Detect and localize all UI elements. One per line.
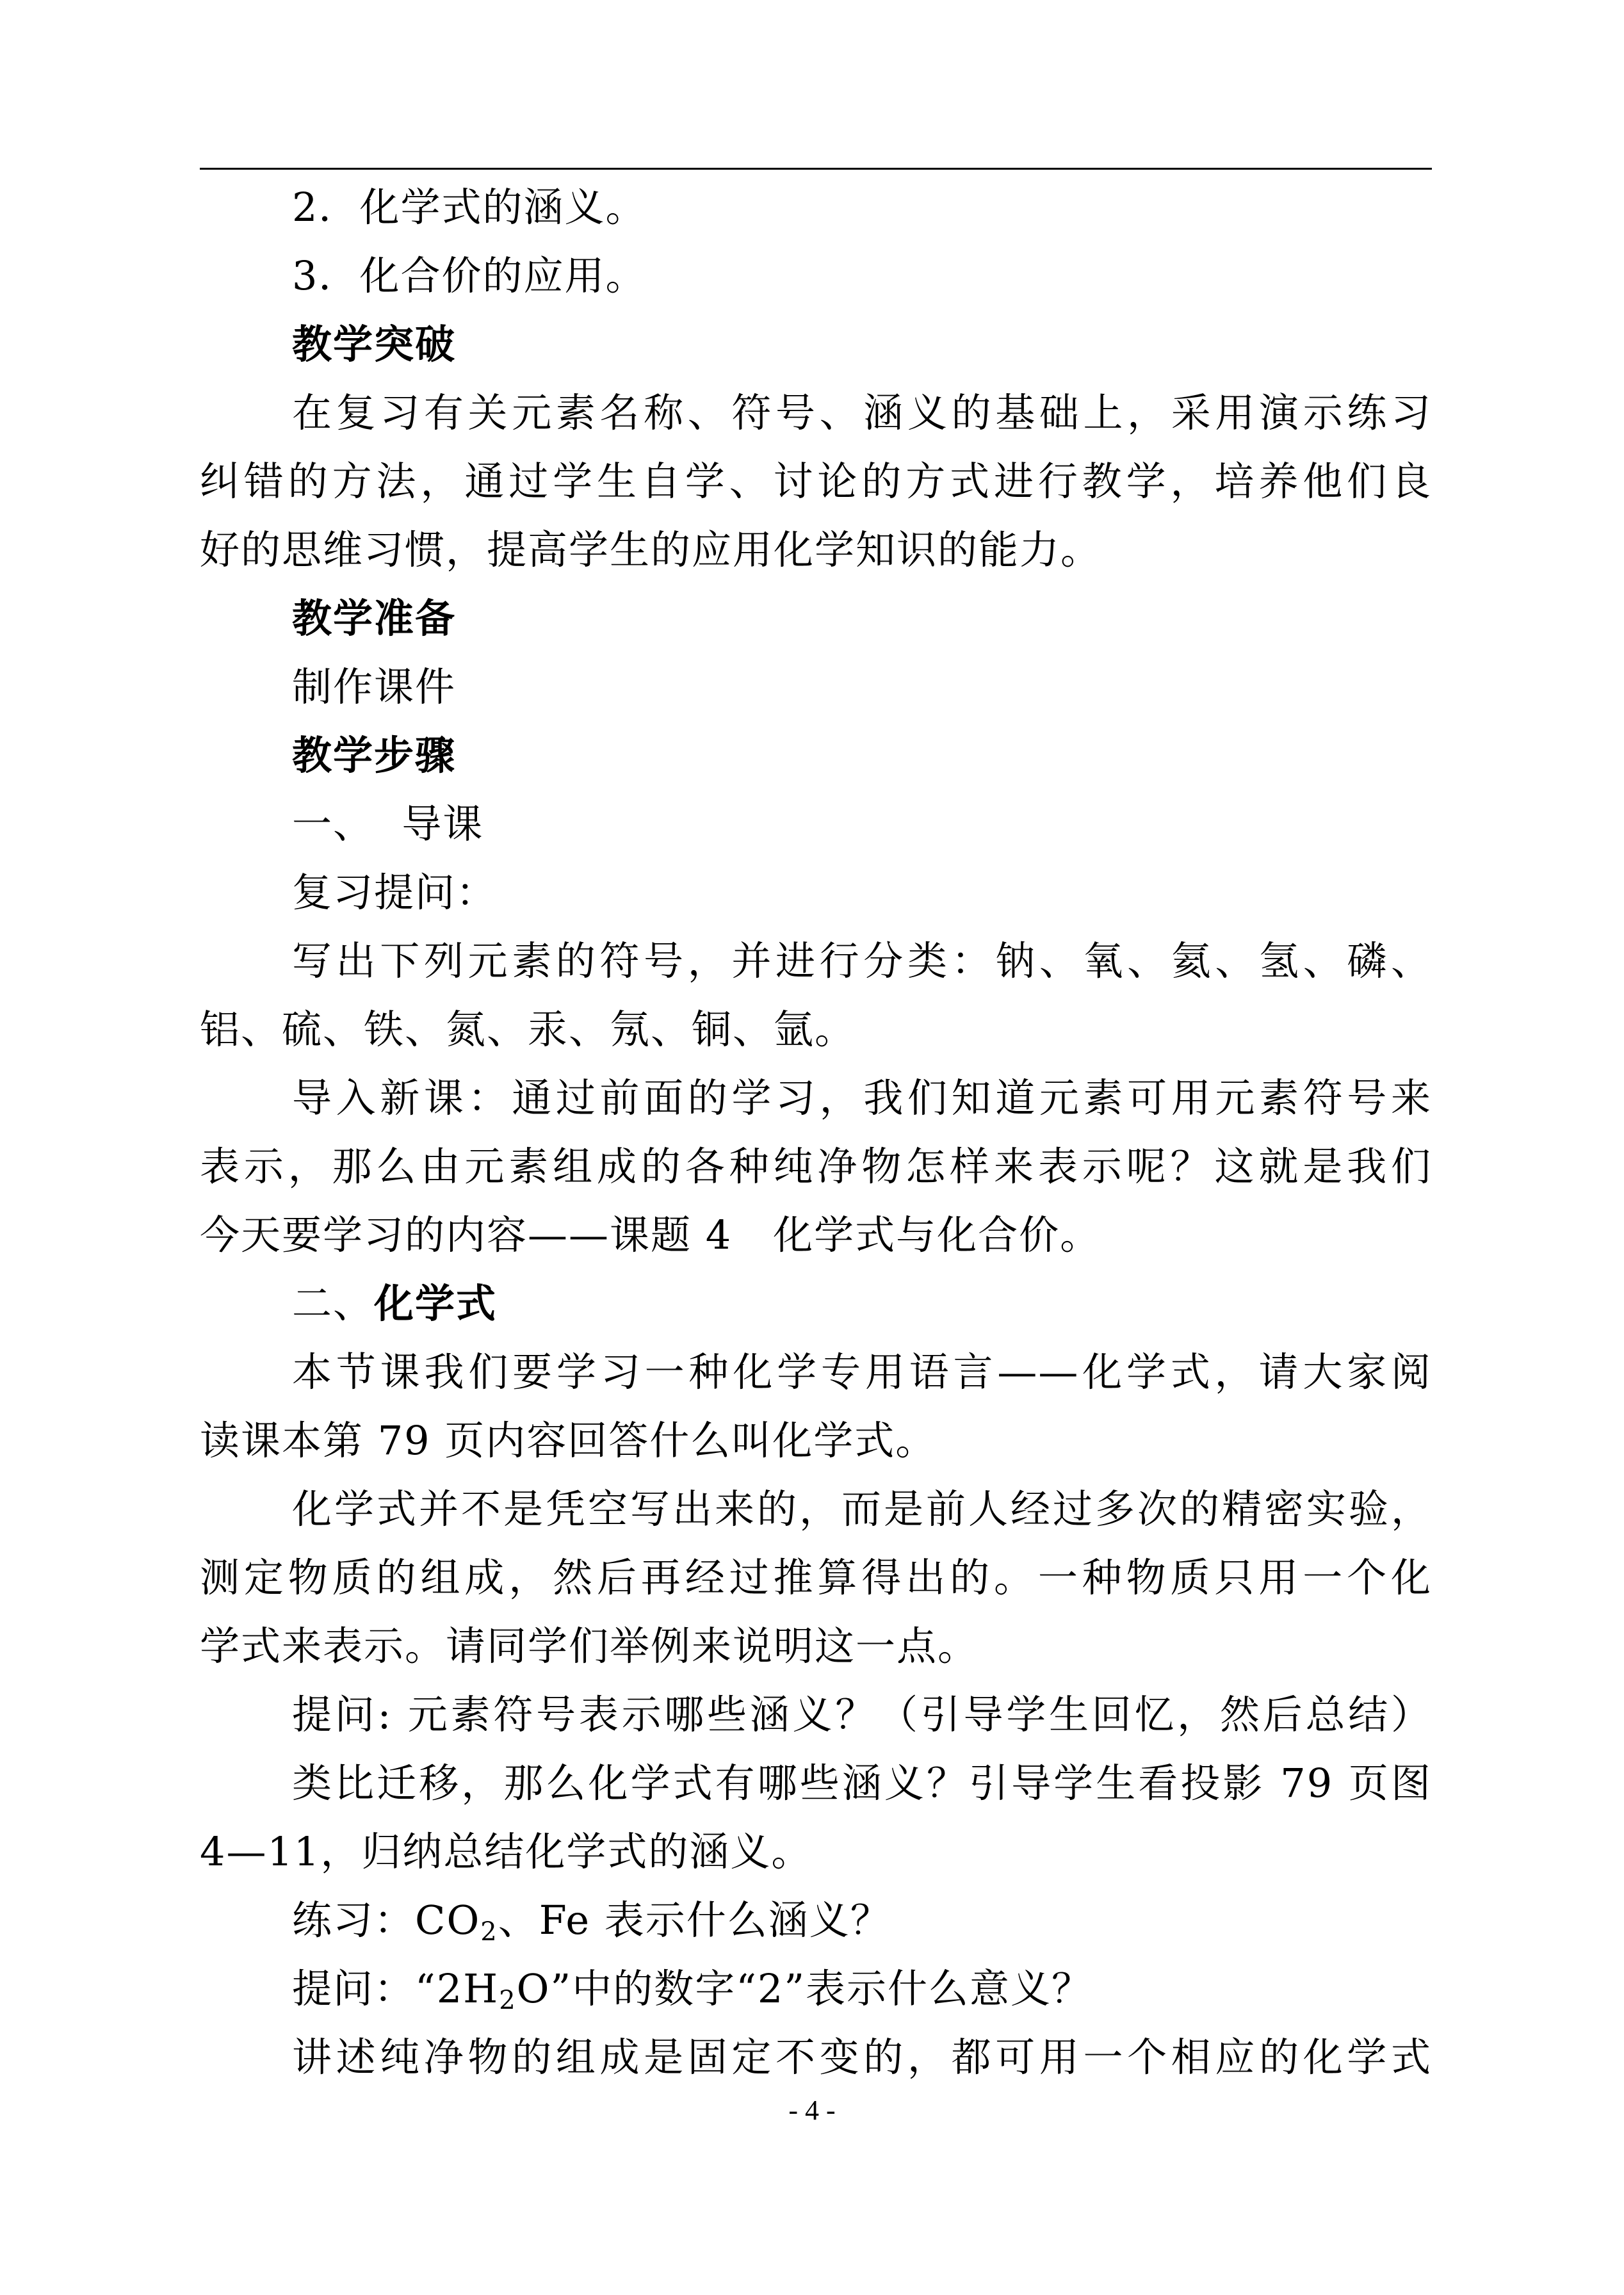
paragraph-line: 铝、硫、铁、氮、汞、氖、铜、氩。 [200,1006,856,1053]
paragraph-line: 好的思维习惯，提高学生的应用化学知识的能力。 [200,526,1102,573]
paragraph-line: 在复习有关元素名称、符号、涵义的基础上，采用演示练习 [292,389,1432,436]
section-heading-chemical-formula [200,1269,1432,1338]
section-number: 二、 [292,1280,375,1327]
subscript: 2 [499,1986,517,2015]
text-fragment: 提问：“2H [292,1965,499,2012]
text-fragment: 练习：CO [292,1897,481,1943]
subscript: 2 [480,1917,498,1947]
paragraph-line: 纠错的方法，通过学生自学、讨论的方式进行教学，培养他们良 [200,458,1432,505]
paragraph-line: 测定物质的组成，然后再经过推算得出的。一种物质只用一个化 [200,1554,1432,1601]
exercise-line [200,1886,1432,1954]
heading-teaching-breakthrough: 教学突破 [292,321,457,368]
question-line [200,1954,1432,2023]
text-fragment: O”中的数字“2”表示什么意义？ [516,1965,1093,2012]
heading-teaching-steps: 教学步骤 [292,732,457,779]
heading-teaching-preparation: 教学准备 [292,595,457,642]
paragraph-line: 复习提问： [292,869,498,916]
paragraph-line: 化学式并不是凭空写出来的，而是前人经过多次的精密实验， [292,1486,1432,1532]
document-body [200,173,1432,2091]
objective-item-3: 3．化合价的应用。 [292,252,647,299]
paragraph-line: 学式来表示。请同学们举例来说明这一点。 [200,1623,979,1669]
paragraph-line: 讲述纯净物的组成是固定不变的，都可用一个相应的化学式 [292,2034,1432,2080]
page-number: - 4 - [788,2095,836,2126]
paragraph-line: 今天要学习的内容——课题 4 化学式与化合价。 [200,1212,1101,1258]
paragraph-line: 表示，那么由元素组成的各种纯净物怎样来表示呢？这就是我们 [200,1143,1432,1190]
header-rule [200,168,1432,170]
paragraph-line: 写出下列元素的符号，并进行分类：钠、氧、氦、氢、磷、 [292,937,1432,984]
section-heading-intro: 一、 导课 [292,800,484,847]
section-title: 化学式 [374,1280,498,1327]
paragraph-line: 类比迁移，那么化学式有哪些涵义？引导学生看投影 79 页图 [292,1760,1432,1806]
paragraph-line: 导入新课：通过前面的学习，我们知道元素可用元素符号来 [292,1075,1432,1121]
text-fragment: 、Fe 表示什么涵义？ [498,1897,891,1943]
paragraph-line: 4—11，归纳总结化学式的涵义。 [200,1828,813,1875]
paragraph-line: 提问: 元素符号表示哪些涵义？（引导学生回忆，然后总结） [292,1691,1432,1738]
paragraph-line: 本节课我们要学习一种化学专用语言——化学式，请大家阅 [292,1349,1432,1395]
objective-item-2: 2．化学式的涵义。 [292,184,647,231]
paragraph-line: 读课本第 79 页内容回答什么叫化学式。 [200,1417,937,1464]
paragraph-line: 制作课件 [292,663,457,710]
